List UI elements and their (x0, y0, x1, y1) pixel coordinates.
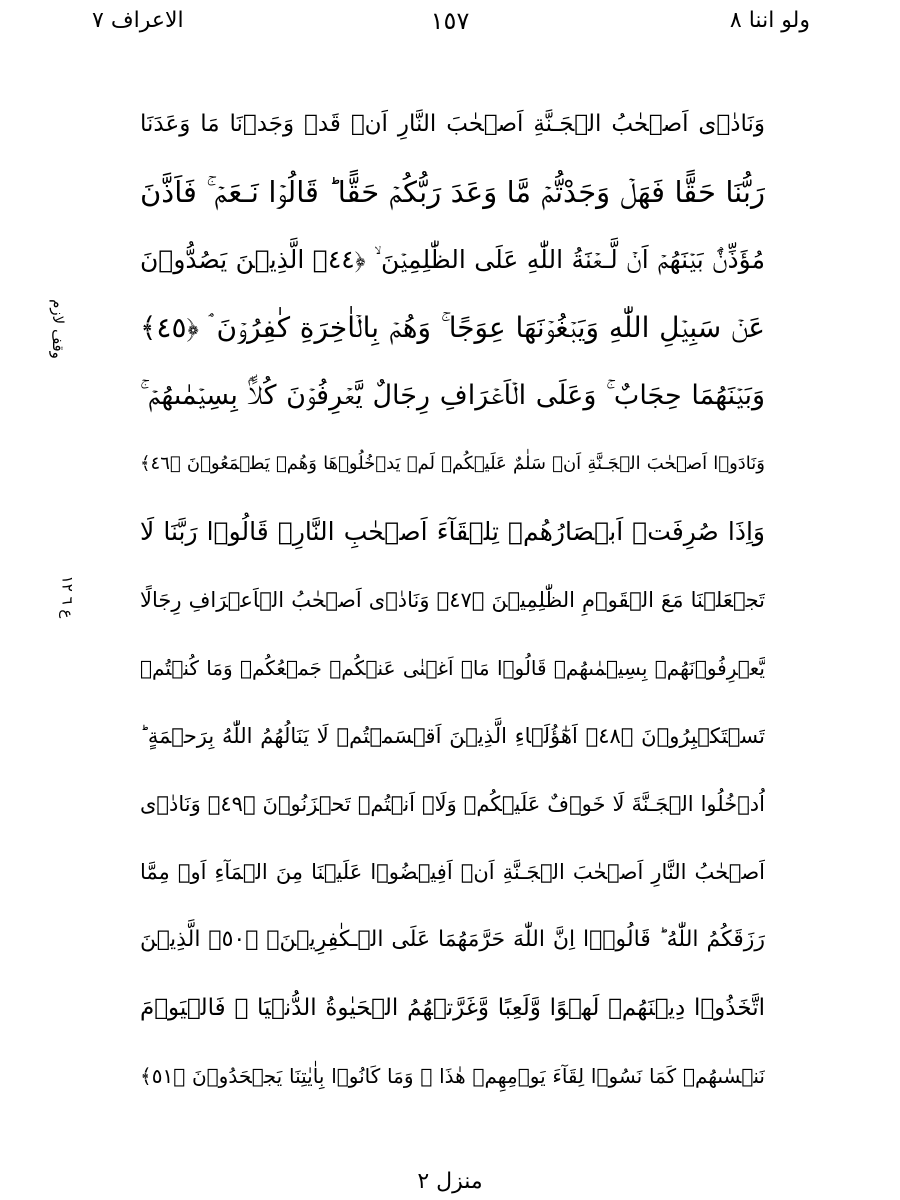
waqf-lazim-note: وقف لازم (48, 299, 67, 359)
verse-line-4: عَنۡ سَبِيۡلِ اللّٰهِ وَيَبۡغُوۡنَهَا عِوَجًا ۚ وَهُمۡ بِالۡاٰخِرَةِ كٰفِرُوۡنَ‌ ۘ‏ ﴿٤٥﴾ (140, 311, 765, 344)
verse-line-5: وَبَيۡنَهُمَا حِجَابٌ‌ ۚ وَعَلَى الۡاَعۡرَافِ رِجَالٌ يَّعۡرِفُوۡنَ كُلًّاۢ بِسِيۡمٰٮهُمۡ‌ ۚ (140, 380, 765, 411)
verse-line-3: مُؤَذِّنٌۢ بَيۡنَهُمۡ اَنۡ لَّـعۡنَةُ اللّٰهِ عَلَى الظّٰلِمِيۡنَ ۙ‏ ﴿٤٤﴾ الَّذِيۡنَ يَصُدُّوۡنَ (140, 245, 765, 274)
verse-text-block (140, 90, 765, 1110)
juz-name: ولو اننا ٨ (729, 8, 810, 33)
verse-line-14: اتَّخَذُوۡا دِيۡنَهُمۡ لَهۡوًا وَّلَعِبًا وَّغَرَّتۡهُمُ الۡحَيٰوةُ الدُّنۡيَا‌ ۚ فَالۡيَوۡمَ (140, 995, 765, 1021)
verse-line-8: تَجۡعَلۡنَا مَعَ الۡقَوۡمِ الظّٰلِمِيۡنَ ﴿٤٧﴾ وَنَادٰۤى اَصۡحٰبُ الۡاَعۡرَافِ رِجَالًا (140, 588, 765, 612)
verse-line-15: نَنۡسٰٮهُمۡ كَمَا نَسُوۡا لِقَآءَ يَوۡمِهِمۡ هٰذَا ۙ وَمَا كَانُوۡا بِاٰيٰتِنَا يَجۡحَدُوۡنَ‏ ﴿٥١﴾ (140, 1064, 765, 1088)
verse-line-10: تَسۡتَكۡبِرُوۡنَ‏ ﴿٤٨﴾ اَهٰٓؤُلَۤاءِ الَّذِيۡنَ اَقۡسَمۡتُمۡ لَا يَنَالُهُمُ اللّٰهُ بِرَحۡمَةٍ‌ ؕ (140, 724, 765, 748)
manzil-footer: منزل ٢ (417, 1169, 483, 1194)
verse-line-13: رَزَقَكُمُ اللّٰهُ‌ ؕ قَالُوۡۤا اِنَّ اللّٰهَ حَرَّمَهُمَا عَلَى الۡـكٰفِرِيۡنَۙ‏ ﴿٥٠﴾ الَّذِيۡنَ (140, 927, 765, 952)
ruku-marker: ع ٦ ١٢ (58, 575, 77, 619)
verse-line-6: وَنَادَوۡا اَصۡحٰبَ الۡجَـنَّةِ اَنۡ سَلٰمٌ عَلَيۡكُمۡ‌ لَمۡ يَدۡخُلُوۡهَا وَهُمۡ يَطۡمَعُوۡنَ‏ ﴿٤٦﴾ (140, 453, 765, 474)
verse-line-11: اُدۡخُلُوا الۡجَـنَّةَ لَا خَوۡفٌ عَلَيۡكُمۡ وَلَاۤ اَنۡتُمۡ تَحۡزَنُوۡنَ‏ ﴿٤٩﴾ وَنَادٰۤى (140, 792, 765, 816)
page-number: ١٥٧ (430, 7, 470, 35)
verse-line-12: اَصۡحٰبُ النَّارِ اَصۡحٰبَ الۡجَـنَّةِ اَنۡ اَفِيۡضُوۡا عَلَيۡنَا مِنَ الۡمَآءِ اَوۡ مِمَّا (140, 860, 765, 884)
verse-line-7: وَاِذَا صُرِفَتۡ اَبۡصَارُهُمۡ تِلۡقَآءَ اَصۡحٰبِ النَّارِۙ قَالُوۡا رَبَّنَا لَا (140, 517, 765, 546)
verse-line-1: وَنَادٰۤى اَصۡحٰبُ الۡجَـنَّةِ اَصۡحٰبَ النَّارِ اَنۡ قَدۡ وَجَدۡنَا مَا وَعَدَنَا (140, 111, 765, 137)
verse-line-9: يَّعۡرِفُوۡنَهُمۡ بِسِيۡمٰٮهُمۡ قَالُوۡا مَاۤ اَغۡنٰى عَنۡكُمۡ جَمۡعُكُمۡ وَمَا كُنۡتُمۡ (140, 656, 765, 680)
verse-line-2: رَبُّنَا حَقًّا فَهَلۡ وَجَدْتُّمۡ مَّا وَعَدَ رَبُّكُمۡ حَقًّا ؕ قَالُوۡا نَـعَمۡ‌ ۚ فَاَذَّنَ (140, 175, 765, 209)
surah-name: الاعراف ٧ (92, 8, 184, 33)
